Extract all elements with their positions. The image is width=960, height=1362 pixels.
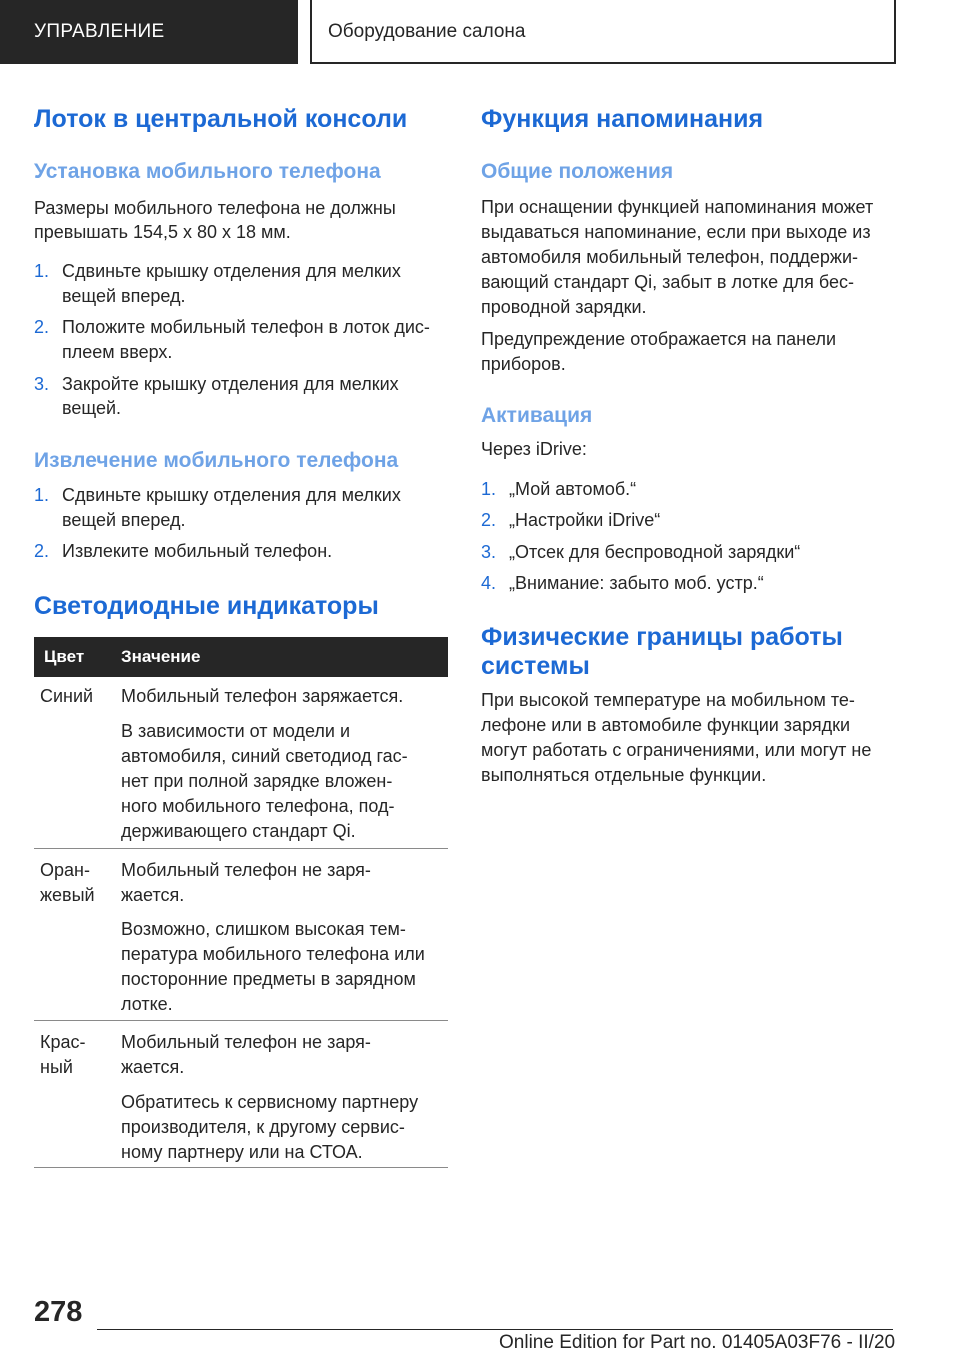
table-cell-note: Обратитесь к сервисному партнеру: [121, 1092, 419, 1112]
list-item: Закройте крышку отделения для мелких: [62, 374, 399, 394]
heading-reminder-function: Функция напоминания: [481, 105, 764, 133]
table-cell-note: пература мобильного телефона или: [121, 944, 425, 964]
list-item-number: 2.: [481, 510, 497, 530]
table-cell-note: автомобиля, синий светодиод гас-: [121, 746, 408, 766]
footer-edition: Online Edition for Part no. 01405A03F76 - II/20: [499, 1332, 896, 1353]
menu-path-my-car: „Мой автомоб.“: [509, 479, 637, 499]
table-cell-note: ному партнеру или на СТОА.: [121, 1142, 363, 1162]
table-cell-note: В зависимости от модели и: [121, 721, 351, 741]
heading-general: Общие положения: [481, 160, 674, 183]
list-item-number: 3.: [34, 374, 50, 394]
list-item-number: 2.: [34, 541, 50, 561]
install-text-line: превышать 154,5 x 80 x 18 мм.: [34, 222, 291, 242]
activation-intro: Через iDrive:: [481, 439, 587, 459]
page-number: 278: [34, 1296, 83, 1328]
table-cell-meaning: жается.: [121, 1057, 185, 1077]
list-item-number: 2.: [34, 317, 50, 337]
table-cell-note: посторонние предметы в зарядном: [121, 969, 416, 989]
table-row: [34, 1021, 448, 1168]
heading-system-limits: системы: [481, 652, 590, 680]
heading-remove-phone: Извлечение мобильного телефона: [34, 449, 399, 472]
table-cell-note: Возможно, слишком высокая тем-: [121, 919, 406, 939]
footer-divider: [97, 1329, 893, 1330]
table-cell-note: производителя, к другому сервис-: [121, 1117, 405, 1137]
list-item: Положите мобильный телефон в лоток дис-: [62, 317, 430, 337]
table-cell-color: ный: [40, 1057, 73, 1077]
table-cell-color: Синий: [40, 686, 94, 706]
table-row: [34, 849, 448, 1021]
table-cell-meaning: Мобильный телефон заряжается.: [121, 686, 404, 706]
general-text-line: выдаваться напоминание, если при выходе из: [481, 222, 871, 242]
general-text-line: проводной зарядки.: [481, 297, 647, 317]
table-cell-meaning: Мобильный телефон не заря-: [121, 860, 371, 880]
warning-text-line: Предупреждение отображается на панели: [481, 329, 837, 349]
list-item: вещей вперед.: [62, 510, 186, 530]
column-header-color: Цвет: [44, 647, 85, 666]
heading-led-indicators: Светодиодные индикаторы: [34, 592, 379, 620]
table-cell-note: ного мобильного телефона, под-: [121, 796, 395, 816]
header-chapter-label: Оборудование салона: [310, 0, 896, 64]
table-row: [34, 677, 448, 849]
general-text-line: вающий стандарт Qi, забыт в лотке для бес-: [481, 272, 854, 292]
warning-text-line: приборов.: [481, 354, 566, 374]
menu-path-idrive-settings: „Настройки iDrive“: [509, 510, 661, 530]
menu-path-wireless-charging: „Отсек для беспроводной зарядки“: [509, 542, 801, 562]
heading-system-limits: Физические границы работы: [481, 623, 843, 651]
install-text-line: Размеры мобильного телефона не должны: [34, 198, 396, 218]
list-item-number: 1.: [481, 479, 497, 499]
list-item: вещей.: [62, 398, 122, 418]
led-indicator-table: [34, 637, 448, 1168]
general-text-line: При оснащении функцией напоминания может: [481, 197, 874, 217]
heading-activation: Активация: [481, 404, 593, 427]
list-item-number: 1.: [34, 261, 50, 281]
list-item: вещей вперед.: [62, 286, 186, 306]
table-header: [34, 637, 448, 677]
table-cell-color: Крас-: [40, 1032, 86, 1052]
table-cell-note: нет при полной зарядке вложен-: [121, 771, 393, 791]
list-item-number: 3.: [481, 542, 497, 562]
table-cell-color: жевый: [40, 885, 95, 905]
list-item: Сдвиньте крышку отделения для мелких: [62, 485, 401, 505]
table-cell-meaning: Мобильный телефон не заря-: [121, 1032, 371, 1052]
column-header-meaning: Значение: [121, 647, 201, 666]
list-item-number: 4.: [481, 573, 497, 593]
general-text-line: автомобиля мобильный телефон, поддержи-: [481, 247, 859, 267]
heading-tray: Лоток в центральной консоли: [34, 105, 408, 133]
table-cell-note: лотке.: [121, 994, 173, 1014]
limits-text-line: При высокой температуре на мобильном те-: [481, 690, 855, 710]
limits-text-line: выполняться отдельные функции.: [481, 765, 767, 785]
heading-install-phone: Установка мобильного телефона: [34, 160, 381, 183]
list-item: Сдвиньте крышку отделения для мелких: [62, 261, 401, 281]
list-item: плеем вверх.: [62, 342, 173, 362]
list-item: Извлеките мобильный телефон.: [62, 541, 333, 561]
menu-path-forgotten-device: „Внимание: забыто моб. устр.“: [509, 573, 764, 593]
table-cell-note: держивающего стандарт Qi.: [121, 821, 356, 841]
table-cell-meaning: жается.: [121, 885, 185, 905]
limits-text-line: могут работать с ограничениями, или могут не: [481, 740, 872, 760]
list-item-number: 1.: [34, 485, 50, 505]
table-cell-color: Оран-: [40, 860, 90, 880]
limits-text-line: лефоне или в автомобиле функции зарядки: [481, 715, 851, 735]
header-section-label: УПРАВЛЕНИЕ: [0, 0, 298, 64]
